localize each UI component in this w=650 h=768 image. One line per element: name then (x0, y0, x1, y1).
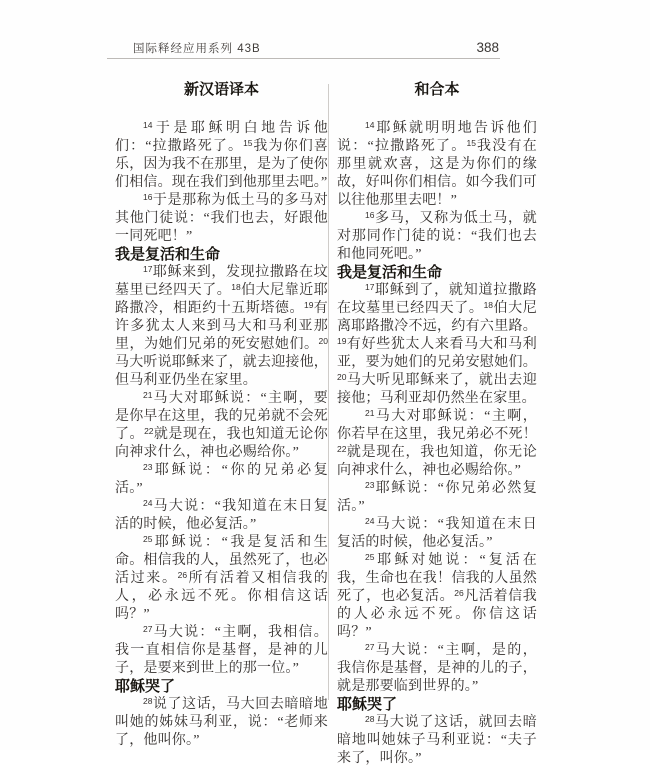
verse-number: 26 (177, 570, 188, 580)
paragraph: $^{16}$于是那称为低土马的多马对其他门徒说：“我们也去，好跟他一同死吧！” (115, 192, 328, 244)
verse-number: 25 (143, 534, 153, 544)
paragraph: $^{21}$马大对耶稣说：“主啊，你若早在这里，我兄弟必不死！$^{22}$就是现在，我也知道，你无论向神求什么，神也必赐给你。” (337, 408, 537, 478)
series-title: 国际释经应用系列 43B (133, 43, 261, 55)
verse-number: 20 (318, 336, 328, 346)
paragraph: $^{23}$耶稣说：“你兄弟必然复活。” (337, 480, 537, 514)
verse-number: 25 (365, 552, 375, 562)
paragraph: $^{24}$马大说：“我知道在末日复活的时候，他必复活。” (337, 516, 537, 550)
page-number: 388 (476, 40, 499, 55)
paragraph: $^{24}$马大说：“我知道在末日复活的时候，他必复活。” (115, 498, 328, 532)
verse-number: 27 (365, 642, 375, 652)
verse-number: 24 (143, 498, 153, 508)
verse-number: 24 (365, 516, 375, 526)
verse-number: 23 (365, 480, 375, 490)
paragraph: $^{16}$多马，又称为低土马，就对那同作门徒的说：“我们也去和他同死吧。” (337, 210, 537, 262)
verse-number: 20 (337, 372, 347, 382)
text-columns (115, 82, 537, 768)
verse-number: 22 (337, 444, 347, 454)
verse-number: 27 (143, 624, 153, 634)
paragraph: $^{17}$耶稣到了，就知道拉撒路在坟墓里已经四天了。$^{18}$伯大尼离耶路撒冷不远，约有六里路。$^{19}$有好些犹太人来看马大和马利亚，要为她们的兄弟安慰她们。$^{20}$马大听见耶稣来了，就出去迎接他；马利亚却仍然坐在家里。 (337, 282, 537, 406)
section-heading: 耶稣哭了 (337, 696, 398, 713)
paragraph: $^{17}$耶稣来到，发现拉撒路在坟墓里已经四天了。$^{18}$伯大尼靠近耶路撒冷，相距约十五斯塔德。$^{19}$有许多犹太人来到马大和马利亚那里，为她们兄弟的死安慰她们。$^{20}$马大听说耶稣来了，就去迎接他，但马利亚仍坐在家里。 (115, 264, 328, 388)
verse-number: 23 (143, 462, 153, 472)
verse-number: 17 (365, 282, 375, 292)
header-rule (107, 58, 500, 59)
verse-number: 14 (365, 120, 375, 130)
paragraph: $^{25}$耶稣说：“我是复活和生命。相信我的人，虽然死了，也必活过来。$^{26}$所有活着又相信我的人，必永远不死。你相信这话吗？” (115, 534, 328, 622)
verse-number: 21 (365, 408, 375, 418)
verse-number: 21 (143, 390, 153, 400)
verse-number: 15 (466, 138, 476, 148)
paragraph: $^{25}$耶稣对她说：“复活在我，生命也在我！信我的人虽然死了，也必复活。$^{26}$凡活着信我的人必永远不死。你信这话吗？” (337, 552, 537, 640)
verse-number: 16 (143, 192, 153, 202)
paragraph: $^{21}$马大对耶稣说：“主啊，要是你早在这里，我的兄弟就不会死了。$^{22}$就是现在，我也知道无论你向神求什么，神也必赐给你。” (115, 390, 328, 460)
verse-number: 15 (243, 138, 253, 148)
paragraph: $^{27}$马大说：“主啊，我相信。我一直相信你是基督，是神的儿子，是要来到世上的那一位。” (115, 624, 328, 676)
paragraph: $^{28}$说了这话，马大回去暗暗地叫她的姊妹马利亚，说：“老师来了，他叫你。” (115, 696, 328, 748)
verse-number: 14 (143, 120, 153, 130)
paragraph: $^{28}$马大说了这话，就回去暗暗地叫她妹子马利亚说：“夫子来了，叫你。” (337, 714, 537, 766)
verse-number: 28 (143, 696, 153, 706)
verse-number: 28 (365, 714, 375, 724)
section-heading: 耶稣哭了 (115, 678, 176, 695)
paragraph: $^{14}$于是耶稣明白地告诉他们：“拉撒路死了。$^{15}$我为你们喜乐，因为我不在那里，是为了使你们相信。现在我们到他那里去吧。” (115, 120, 329, 190)
column-title-left: 新汉语译本 (183, 81, 259, 98)
column-left (115, 82, 328, 768)
verse-number: 18 (231, 282, 241, 292)
paragraph: $^{14}$耶稣就明明地告诉他们说：“拉撒路死了。$^{15}$我没有在那里就欢喜，这是为你们的缘故，好叫你们相信。如今我们可以往他那里去吧！” (337, 120, 538, 208)
verse-number: 19 (337, 336, 347, 346)
column-body-right (337, 120, 537, 768)
section-heading: 我是复活和生命 (337, 264, 443, 281)
column-body-left (115, 120, 328, 750)
verse-number: 26 (454, 588, 464, 598)
verse-number: 16 (365, 210, 375, 220)
paragraph: $^{27}$马大说：“主啊，是的，我信你是基督，是神的儿的子，就是那要临到世界的。” (337, 642, 537, 694)
verse-number: 18 (483, 300, 494, 310)
verse-number: 22 (144, 426, 154, 436)
section-heading: 我是复活和生命 (115, 246, 221, 263)
verse-number: 17 (143, 264, 153, 274)
running-head (133, 40, 499, 56)
verse-number: 19 (303, 300, 314, 310)
column-title-right: 和合本 (414, 81, 460, 98)
paragraph: $^{23}$耶稣说：“你的兄弟必复活。” (115, 462, 328, 496)
column-right (337, 82, 537, 768)
